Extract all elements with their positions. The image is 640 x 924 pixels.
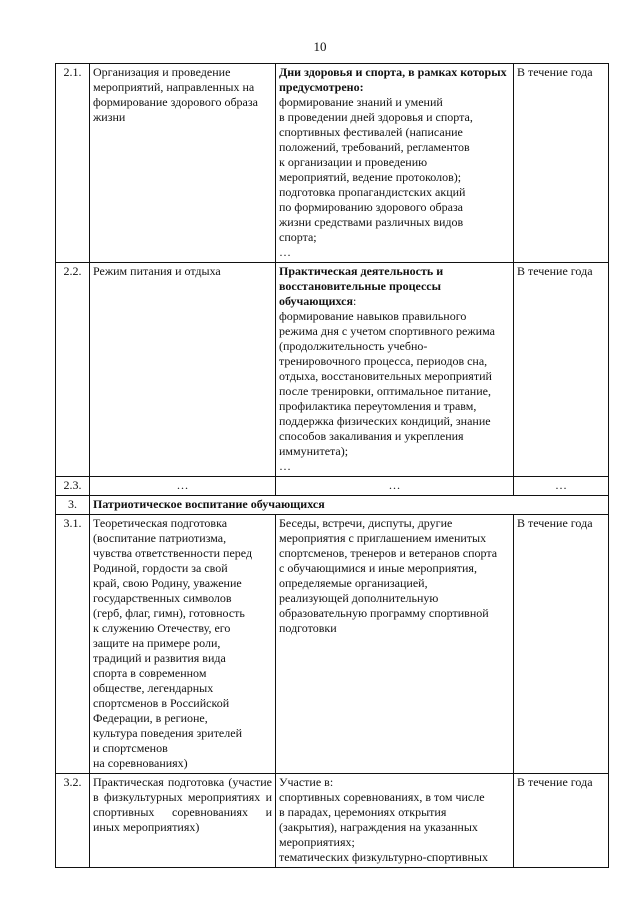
content-line: формирование знаний и умений	[279, 95, 443, 109]
event-term: В течение года	[514, 64, 609, 263]
name-line: государственных символов	[93, 591, 232, 605]
content-line: спортивных соревнованиях, в том числе	[279, 790, 485, 804]
event-term: В течение года	[514, 774, 609, 868]
event-content	[276, 64, 514, 263]
event-content: …	[276, 477, 514, 496]
table-row-2-2	[56, 263, 609, 477]
content-line: …	[279, 459, 291, 473]
content-line: жизни средствами различных видов	[279, 215, 464, 229]
row-number: 2.3.	[56, 477, 90, 496]
content-line: реализующей дополнительную	[279, 591, 439, 605]
name-line: спорта в современном	[93, 666, 207, 680]
content-line: профилактика переутомления и травм,	[279, 399, 477, 413]
content-line: образовательную программу спортивной	[279, 606, 489, 620]
content-line: по формированию здорового образа	[279, 200, 464, 214]
event-name-text: Организация и проведение мероприятий, направленных на формирование здорового образа жизни	[93, 65, 258, 124]
table-row-3-1	[56, 515, 609, 774]
name-line: спортсменов в Российской	[93, 696, 230, 710]
content-line: тематических физкультурно-спортивных	[279, 850, 488, 864]
section-number: 3.	[56, 496, 90, 515]
content-line: способов закаливания и укрепления	[279, 429, 464, 443]
event-name: …	[90, 477, 276, 496]
content-title: Дни здоровья и спорта, в рамках которых предусмотрено:	[279, 65, 507, 94]
content-line: мероприятий, ведение протоколов);	[279, 170, 462, 184]
content-line: в проведении дней здоровья и спорта,	[279, 110, 473, 124]
content-line: с обучающимися и иные мероприятия,	[279, 561, 477, 575]
content-line: мероприятиях;	[279, 835, 355, 849]
event-name: Практическая подготовка (участие в физкультурных мероприятиях и спортивных соревнованиях и иных мероприятиях)	[90, 774, 276, 868]
name-line: край, свою Родину, уважение	[93, 576, 242, 590]
section-title: Патриотическое воспитание обучающихся	[90, 496, 609, 515]
content-line: спортивных фестивалей (написание	[279, 125, 463, 139]
content-line: (закрытия), награждения на указанных	[279, 820, 478, 834]
content-line: режима дня с учетом спортивного режима	[279, 324, 495, 338]
name-line: (герб, флаг, гимн), готовность	[93, 606, 245, 620]
event-name	[90, 515, 276, 774]
row-number: 2.1.	[56, 64, 90, 263]
name-line: обществе, легендарных	[93, 681, 214, 695]
name-line: Федерации, в регионе,	[93, 711, 208, 725]
name-line: защите на примере роли,	[93, 636, 221, 650]
content-line: иммунитета);	[279, 444, 349, 458]
name-line: (воспитание патриотизма,	[93, 531, 227, 545]
event-term: …	[514, 477, 609, 496]
content-line: положений, требований, регламентов	[279, 140, 470, 154]
name-line: чувства ответственности перед	[93, 546, 253, 560]
event-name	[90, 64, 276, 263]
content-line: к организации и проведению	[279, 155, 428, 169]
content-line: подготовка пропагандистских акций	[279, 185, 466, 199]
content-line: определяемые организацией,	[279, 576, 428, 590]
event-content	[276, 515, 514, 774]
event-name: Режим питания и отдыха	[90, 263, 276, 477]
name-line: к служению Отечеству, его	[93, 621, 231, 635]
content-line: поддержка физических кондиций, знание	[279, 414, 491, 428]
name-line: на соревнованиях)	[93, 756, 188, 770]
content-line: Участие в:	[279, 775, 334, 789]
content-line: (продолжительность учебно-	[279, 339, 428, 353]
table-row-2-1	[56, 64, 609, 263]
content-title-block	[279, 264, 510, 309]
event-content	[276, 263, 514, 477]
content-line: тренировочного процесса, периодов сна,	[279, 354, 488, 368]
name-line: культура поведения зрителей	[93, 726, 242, 740]
plan-table	[55, 63, 609, 868]
content-title-suffix: :	[353, 294, 357, 308]
content-line: формирование навыков правильного	[279, 309, 467, 323]
event-content	[276, 774, 514, 868]
row-number: 3.1.	[56, 515, 90, 774]
content-line: Беседы, встречи, диспуты, другие	[279, 516, 453, 530]
event-term: В течение года	[514, 263, 609, 477]
content-line: спорта;	[279, 230, 317, 244]
event-term: В течение года	[514, 515, 609, 774]
row-number: 2.2.	[56, 263, 90, 477]
content-title: Практическая деятельность и восстановительные процессы обучающихся	[279, 264, 444, 308]
table-row-2-3	[56, 477, 609, 496]
name-line: традиций и развития вида	[93, 651, 226, 665]
content-line: подготовки	[279, 621, 337, 635]
name-line: Теоретическая подготовка	[93, 516, 228, 530]
content-line: спортсменов, тренеров и ветеранов спорта	[279, 546, 498, 560]
page-number: 10	[313, 39, 327, 54]
name-line: Родиной, гордости за свой	[93, 561, 228, 575]
name-line: и спортсменов	[93, 741, 168, 755]
content-line: отдыха, восстановительных мероприятий	[279, 369, 492, 383]
content-line: в парадах, церемониях открытия	[279, 805, 447, 819]
table-row-3-2	[56, 774, 609, 868]
row-number: 3.2.	[56, 774, 90, 868]
content-line: мероприятия с приглашением именитых	[279, 531, 487, 545]
content-line: …	[279, 245, 291, 259]
content-line: после тренировки, оптимальное питание,	[279, 384, 491, 398]
table-row-section-3	[56, 496, 609, 515]
